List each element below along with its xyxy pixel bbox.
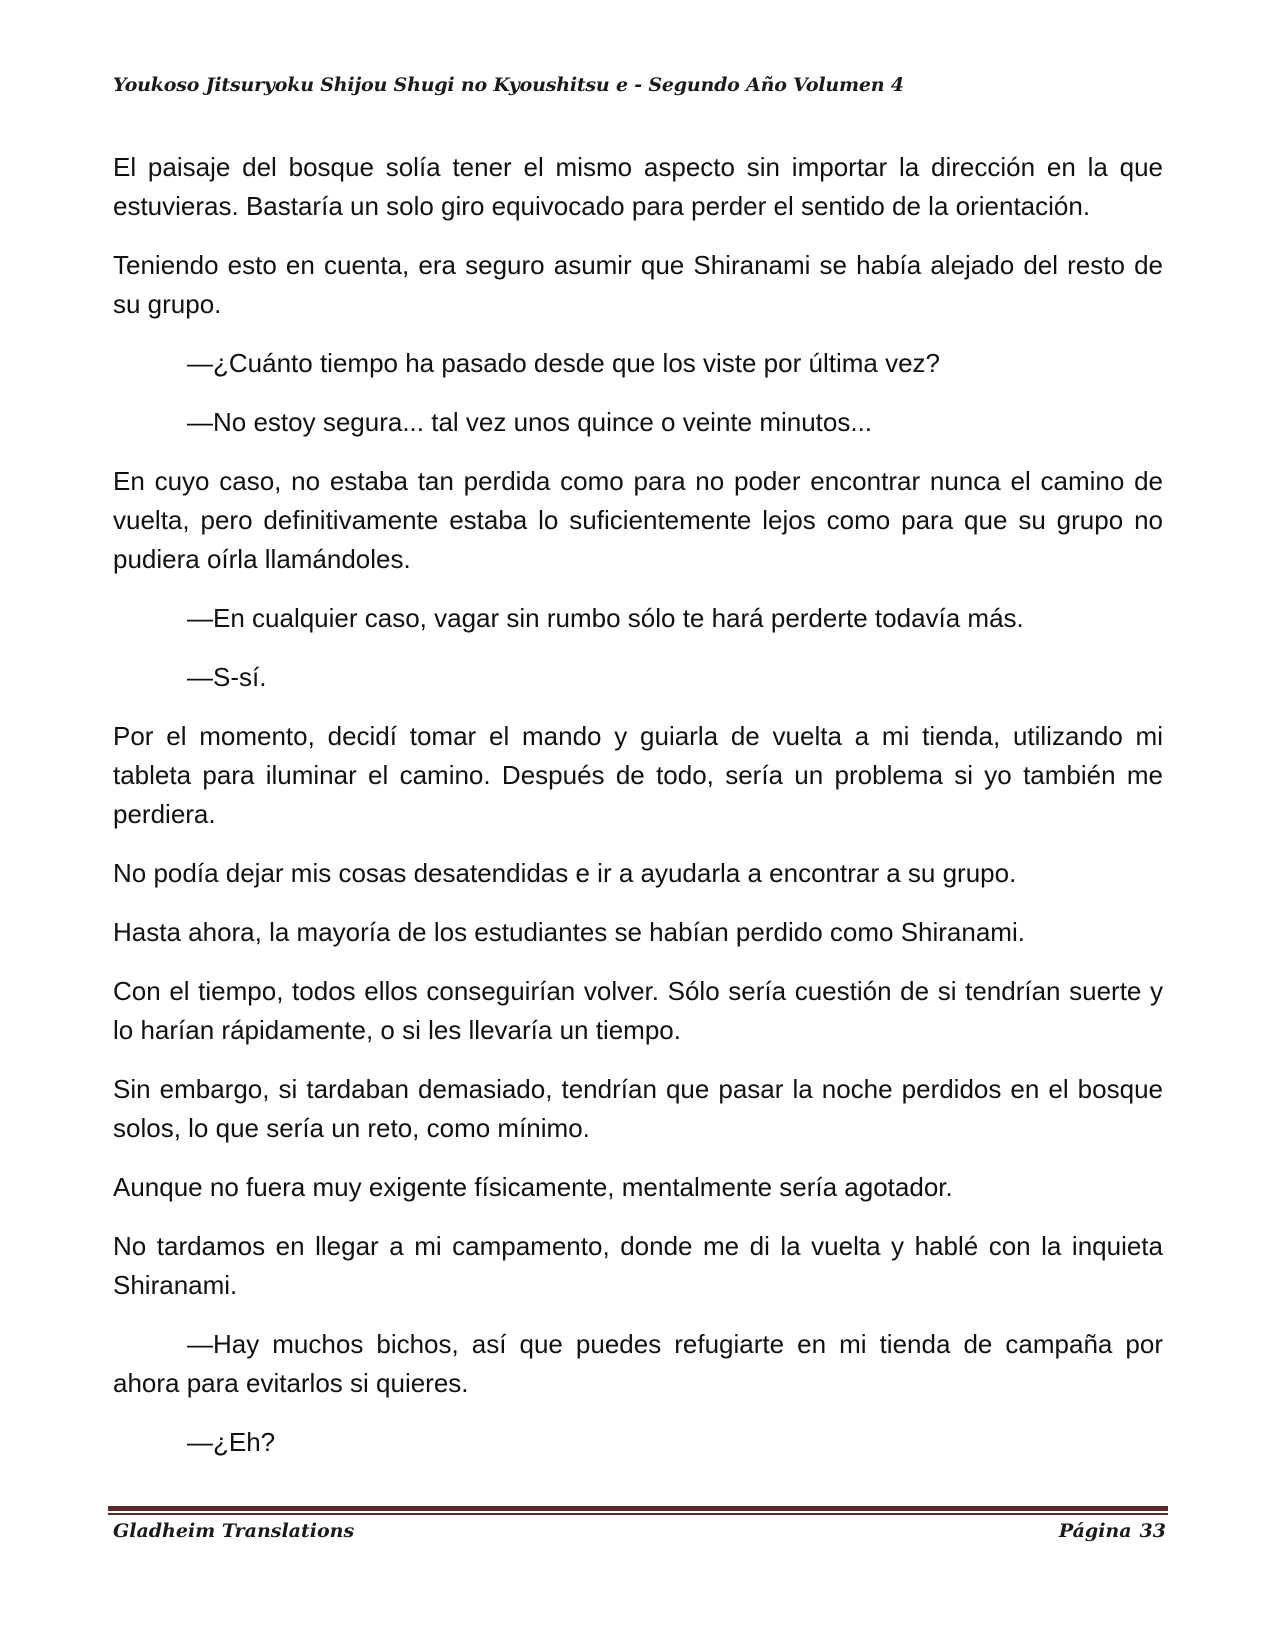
footer-divider-thin [108,1513,1168,1515]
paragraph-1: El paisaje del bosque solía tener el mismo aspecto sin importar la dirección en la que estuvieras. Bastaría un solo giro equivocado para perder el sentido de la orientación. [113,152,1163,221]
page-label: Página [1058,1520,1132,1542]
page-number-value: 33 [1139,1520,1166,1542]
paragraph-2: Teniendo esto en cuenta, era seguro asumir que Shiranami se había alejado del resto de su grupo. [113,250,1163,319]
page-number [1059,1520,1166,1542]
paragraph-8: Sin embargo, si tardaban demasiado, tendrían que pasar la noche perdidos en el bosque solos, lo que sería un reto, como mínimo. [113,1074,1163,1143]
footer-divider [108,1506,1168,1515]
paragraph-7: Con el tiempo, todos ellos conseguirían volver. Sólo sería cuestión de si tendrían suerte y lo harían rápidamente, o si les llevaría un tiempo. [113,976,1163,1045]
running-footer [113,1520,1166,1542]
publisher-name: Gladheim Translations [113,1520,355,1542]
dialog-line-3: —En cualquier caso, vagar sin rumbo sólo te hará perderte todavía más. [187,603,1024,633]
paragraph-5: No podía dejar mis cosas desatendidas e ir a ayudarla a encontrar a su grupo. [113,858,1017,888]
paragraph-3: En cuyo caso, no estaba tan perdida como para no poder encontrar nunca el camino de vuelta, pero definitivamente estaba lo suficientemente lejos como para que su grupo no pudiera oírla llamándoles. [113,466,1163,574]
paragraph-9: Aunque no fuera muy exigente físicamente, mentalmente sería agotador. [113,1172,953,1202]
dialog-line-1: —¿Cuánto tiempo ha pasado desde que los viste por última vez? [187,348,940,378]
paragraph-6: Hasta ahora, la mayoría de los estudiantes se habían perdido como Shiranami. [113,917,1025,947]
running-header: Youkoso Jitsuryoku Shijou Shugi no Kyoushitsu e - Segundo Año Volumen 4 [113,74,904,96]
dialog-line-5: —Hay muchos bichos, así que puedes refugiarte en mi tienda de campaña por ahora para evitarlos si quieres. [113,1329,1163,1398]
dialog-line-2: —No estoy segura... tal vez unos quince o veinte minutos... [187,407,873,437]
dialog-line-6: —¿Eh? [187,1427,276,1457]
dialog-line-4: —S-sí. [187,662,267,692]
paragraph-4: Por el momento, decidí tomar el mando y guiarla de vuelta a mi tienda, utilizando mi tableta para iluminar el camino. Después de todo, sería un problema si yo también me perdiera. [113,721,1163,829]
footer-divider-thick [108,1506,1168,1511]
paragraph-10: No tardamos en llegar a mi campamento, donde me di la vuelta y hablé con la inquieta Shiranami. [113,1231,1163,1300]
body-text [113,148,1163,1482]
